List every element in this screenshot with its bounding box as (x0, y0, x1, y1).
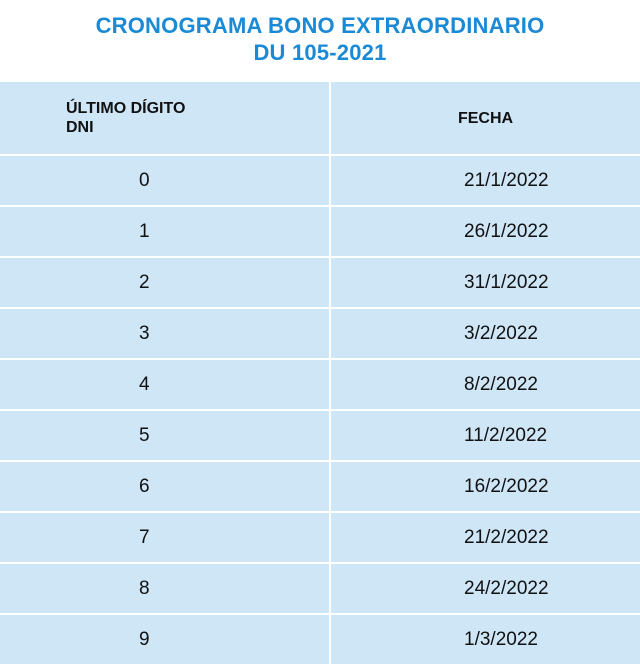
table-row (0, 359, 640, 410)
header-date: FECHA (330, 81, 640, 155)
table-row (0, 257, 640, 308)
row-date: 21/2/2022 (330, 512, 640, 563)
row-date: 11/2/2022 (330, 410, 640, 461)
row-date: 24/2/2022 (330, 563, 640, 614)
row-date: 16/2/2022 (330, 461, 640, 512)
title-line-1: CRONOGRAMA BONO EXTRAORDINARIO (95, 13, 545, 38)
row-digit: 5 (0, 410, 330, 461)
row-digit: 4 (0, 359, 330, 410)
row-date: 31/1/2022 (330, 257, 640, 308)
row-digit: 9 (0, 614, 330, 665)
row-digit: 3 (0, 308, 330, 359)
header-last-digit (0, 81, 330, 155)
row-digit: 1 (0, 206, 330, 257)
row-date: 8/2/2022 (330, 359, 640, 410)
header-last-digit-line-1: ÚLTIMO DÍGITO (66, 100, 186, 117)
row-digit: 6 (0, 461, 330, 512)
row-date: 3/2/2022 (330, 308, 640, 359)
row-date: 1/3/2022 (330, 614, 640, 665)
table-row (0, 308, 640, 359)
header-last-digit-line-2: DNI (66, 119, 94, 136)
schedule-table (0, 80, 640, 666)
table-row (0, 563, 640, 614)
title-line-2: DU 105-2021 (253, 40, 387, 65)
table-row (0, 155, 640, 206)
row-date: 21/1/2022 (330, 155, 640, 206)
table-row (0, 614, 640, 665)
table-row (0, 206, 640, 257)
row-digit: 2 (0, 257, 330, 308)
table-row (0, 410, 640, 461)
row-digit: 8 (0, 563, 330, 614)
page-title (0, 0, 640, 80)
row-digit: 0 (0, 155, 330, 206)
row-digit: 7 (0, 512, 330, 563)
table-header-row (0, 81, 640, 155)
row-date: 26/1/2022 (330, 206, 640, 257)
table-row (0, 461, 640, 512)
table-row (0, 512, 640, 563)
